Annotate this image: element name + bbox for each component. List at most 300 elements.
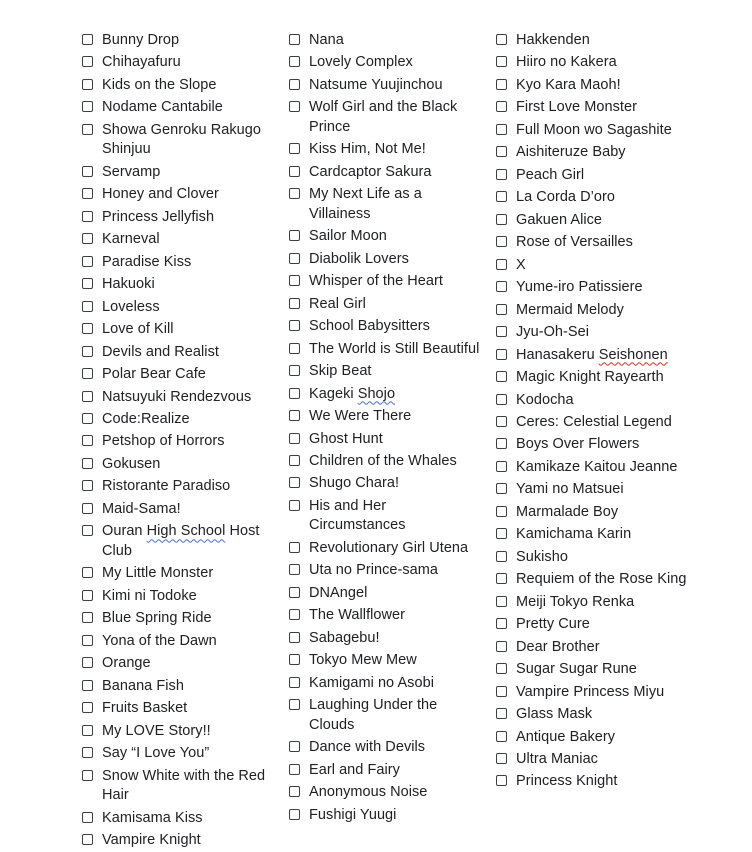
checkbox[interactable]	[496, 79, 507, 90]
checklist-item	[82, 631, 282, 652]
checkbox[interactable]	[82, 635, 93, 646]
checklist-item	[289, 339, 489, 360]
checkbox[interactable]	[289, 320, 300, 331]
checklist-item	[82, 364, 282, 385]
checklist-item-label: Nodame Cantabile	[102, 99, 223, 116]
checklist-item-label: La Corda D’oro	[516, 189, 616, 206]
checklist-item-label: Ceres: Celestial Legend	[516, 413, 672, 430]
checklist-item-label: Kids on the Slope	[102, 76, 217, 93]
checkbox[interactable]	[496, 259, 507, 270]
checklist-item-label: Meiji Tokyo Renka	[516, 593, 635, 610]
checkbox[interactable]	[496, 191, 507, 202]
checklist-column-3	[496, 30, 696, 794]
checklist-item	[82, 808, 282, 829]
checklist-item-label: Kyo Kara Maoh!	[516, 76, 621, 93]
checkbox[interactable]	[82, 368, 93, 379]
checklist-item	[496, 502, 696, 523]
checklist-item-label: Love of Kill	[102, 321, 174, 338]
checklist-item-label: Laughing Under the Clouds	[309, 697, 438, 733]
checklist-item	[82, 454, 282, 475]
checklist-item	[82, 120, 282, 160]
checkbox[interactable]	[289, 298, 300, 309]
checklist-item	[289, 271, 489, 292]
checklist-item	[289, 384, 489, 405]
checklist-item-label: School Babysitters	[309, 318, 430, 335]
checklist-item	[289, 184, 489, 224]
checkbox[interactable]	[496, 214, 507, 225]
checkbox[interactable]	[496, 461, 507, 472]
checkbox[interactable]	[82, 725, 93, 736]
checklist-item-label: Ristorante Paradiso	[102, 478, 231, 495]
checkbox[interactable]	[496, 169, 507, 180]
checkbox[interactable]	[496, 416, 507, 427]
checkbox[interactable]	[82, 834, 93, 845]
checklist-item-label: Marmalade Boy	[516, 503, 619, 520]
checklist-item-label: Tokyo Mew Mew	[309, 652, 417, 669]
checkbox[interactable]	[289, 632, 300, 643]
checklist-item-label: Fushigi Yuugi	[309, 806, 397, 823]
checklist-item-label: Gokusen	[102, 455, 161, 472]
checklist-item-label: Cardcaptor Sakura	[309, 163, 432, 180]
checklist-item	[82, 30, 282, 51]
checklist-item	[496, 457, 696, 478]
checkbox[interactable]	[496, 146, 507, 157]
checkbox[interactable]	[82, 812, 93, 823]
checkbox[interactable]	[496, 56, 507, 67]
checklist-item-label: Sabagebu!	[309, 629, 380, 646]
checklist-item	[496, 210, 696, 231]
checklist-item-label: Yami no Matsuei	[516, 481, 624, 498]
checklist-item-label: Uta no Prince-sama	[309, 562, 439, 579]
checklist-item-label: Sailor Moon	[309, 228, 387, 245]
checklist-item	[496, 479, 696, 500]
checkbox[interactable]	[289, 343, 300, 354]
checklist-item	[82, 653, 282, 674]
checklist-item-label: Gakuen Alice	[516, 211, 603, 228]
checklist-item	[82, 721, 282, 742]
checklist-item	[496, 412, 696, 433]
checkbox[interactable]	[82, 702, 93, 713]
checkbox[interactable]	[82, 770, 93, 781]
checklist-item-label: Princess Jellyfish	[102, 208, 215, 225]
checklist-item-label: Hakkenden	[516, 32, 590, 48]
checklist-item-label: Vampire Princess Miyu	[516, 683, 665, 700]
checklist-item-label: Servamp	[102, 163, 161, 180]
checklist-item-label: Requiem of the Rose King	[516, 571, 687, 588]
checklist-item-label: Jyu-Oh-Sei	[516, 324, 590, 341]
checklist-column-1	[82, 30, 282, 852]
checklist-item	[289, 760, 489, 781]
checklist-item	[496, 659, 696, 680]
checklist-item	[82, 521, 282, 561]
checklist-item-label: We Were There	[309, 408, 412, 425]
checklist-item	[289, 628, 489, 649]
checklist-item	[496, 97, 696, 118]
checklist-item-label: Revolutionary Girl Utena	[309, 539, 469, 556]
checkbox[interactable]	[289, 764, 300, 775]
checkbox[interactable]	[82, 458, 93, 469]
checkbox[interactable]	[82, 56, 93, 67]
checkbox[interactable]	[289, 741, 300, 752]
checklist-item-label: Sukisho	[516, 548, 568, 565]
checkbox[interactable]	[496, 686, 507, 697]
checklist-item-label: Yume-iro Patissiere	[516, 279, 643, 296]
checklist-item	[496, 300, 696, 321]
checklist-item-label: His and Her Circumstances	[309, 497, 406, 534]
checkbox[interactable]	[82, 391, 93, 402]
checklist-item-label: Petshop of Horrors	[102, 433, 225, 450]
checkbox[interactable]	[496, 281, 507, 292]
checklist-item	[496, 771, 696, 792]
checkbox[interactable]	[82, 34, 93, 45]
checkbox[interactable]	[496, 394, 507, 405]
checkbox[interactable]	[289, 609, 300, 620]
checklist-item	[82, 431, 282, 452]
checklist-item-label: Mermaid Melody	[516, 301, 624, 318]
checklist-item	[496, 682, 696, 703]
checkbox[interactable]	[82, 503, 93, 514]
checklist-item-label: My LOVE Story!!	[102, 722, 211, 739]
checkbox[interactable]	[82, 480, 93, 491]
checkbox[interactable]	[289, 79, 300, 90]
checklist-item	[289, 805, 489, 826]
checklist-item	[289, 605, 489, 626]
checklist-item	[289, 249, 489, 270]
checkbox[interactable]	[82, 413, 93, 424]
checklist-item	[289, 650, 489, 671]
checklist-item	[289, 162, 489, 183]
checklist-item	[82, 409, 282, 430]
checkbox[interactable]	[289, 188, 300, 199]
checklist-item	[289, 451, 489, 472]
checklist-item	[496, 704, 696, 725]
checkbox[interactable]	[82, 435, 93, 446]
checklist-item-label: Real Girl	[309, 295, 366, 312]
checkbox[interactable]	[82, 567, 93, 578]
checklist-item-label: Kamigami no Asobi	[309, 674, 434, 691]
checklist-item-label: Diabolik Lovers	[309, 250, 409, 267]
checklist-item	[496, 592, 696, 613]
checkbox[interactable]	[289, 253, 300, 264]
checkbox[interactable]	[289, 230, 300, 241]
checkbox[interactable]	[289, 542, 300, 553]
checklist-item	[496, 614, 696, 635]
checkbox[interactable]	[496, 753, 507, 764]
checklist-item-label: Banana Fish	[102, 677, 184, 694]
checklist-item	[496, 434, 696, 455]
checkbox[interactable]	[289, 433, 300, 444]
checklist-item-label: Maid-Sama!	[102, 500, 181, 517]
checklist-item	[289, 673, 489, 694]
checklist-item-label: My Little Monster	[102, 565, 214, 582]
checklist-item-label: Hiiro no Kakera	[516, 54, 617, 71]
checklist-item-label: Orange	[102, 655, 151, 672]
checklist-item	[82, 586, 282, 607]
checkbox[interactable]	[82, 747, 93, 758]
checkbox[interactable]	[82, 323, 93, 334]
checkbox[interactable]	[289, 564, 300, 575]
checklist-item	[496, 524, 696, 545]
checkbox[interactable]	[496, 663, 507, 674]
checklist-item	[289, 97, 489, 137]
checklist-item-label: Rose of Versailles	[516, 234, 633, 251]
checklist-item-label: Children of the Whales	[309, 452, 457, 469]
checklist-item	[289, 316, 489, 337]
checklist-item-label: Vampire Knight	[102, 831, 201, 848]
checklist-item-label: Polar Bear Cafe	[102, 366, 206, 383]
checkbox[interactable]	[82, 233, 93, 244]
checklist-item	[496, 255, 696, 276]
checklist-item-label: Hanasakeru Seishonen	[516, 346, 668, 363]
checkbox[interactable]	[496, 236, 507, 247]
checkbox[interactable]	[82, 278, 93, 289]
checklist-item	[289, 361, 489, 382]
checklist-item	[289, 52, 489, 73]
checklist-item-label: Dear Brother	[516, 638, 600, 655]
checklist-item	[496, 547, 696, 568]
checklist-item-label: Say “I Love You”	[102, 745, 210, 762]
checklist-item	[496, 120, 696, 141]
checklist-item-label: Full Moon wo Sagashite	[516, 121, 672, 138]
checklist-item	[496, 322, 696, 343]
checklist-item-label: Pretty Cure	[516, 616, 590, 633]
checkbox[interactable]	[496, 641, 507, 652]
checkbox[interactable]	[289, 365, 300, 376]
checklist-item-label: First Love Monster	[516, 99, 637, 116]
checklist-item	[82, 162, 282, 183]
checkbox[interactable]	[82, 211, 93, 222]
checklist-item	[82, 499, 282, 520]
checklist-item-label: Chihayafuru	[102, 54, 181, 71]
checklist-item-label: Dance with Devils	[309, 739, 426, 756]
checklist-item-label: Paradise Kiss	[102, 253, 192, 270]
checklist-item	[289, 782, 489, 803]
checklist-item	[82, 476, 282, 497]
checklist-item-label: Devils and Realist	[102, 343, 219, 360]
checklist-item-label: My Next Life as a Villainess	[309, 186, 422, 222]
checkbox[interactable]	[496, 551, 507, 562]
checklist-item	[496, 277, 696, 298]
checkbox[interactable]	[289, 166, 300, 177]
checklist-item-label: The World is Still Beautiful	[309, 340, 480, 357]
checkbox[interactable]	[496, 349, 507, 360]
checklist-item-label: Kodocha	[516, 391, 574, 408]
checklist-item	[496, 749, 696, 770]
checkbox[interactable]	[289, 34, 300, 45]
checklist-item-label: Natsuyuki Rendezvous	[102, 388, 252, 405]
checkbox[interactable]	[82, 124, 93, 135]
checklist-item-label: Yona of the Dawn	[102, 632, 217, 649]
checklist-item	[289, 30, 489, 51]
checklist-item	[82, 252, 282, 273]
checklist-item	[289, 737, 489, 758]
checklist-item	[82, 52, 282, 73]
checkbox[interactable]	[496, 596, 507, 607]
checklist-item	[289, 294, 489, 315]
checklist-item-label: The Wallflower	[309, 607, 406, 624]
checklist-item	[82, 743, 282, 764]
checklist-item-label: Wolf Girl and the Black Prince	[309, 99, 458, 135]
checkbox[interactable]	[82, 680, 93, 691]
checkbox[interactable]	[496, 731, 507, 742]
checklist-item	[289, 473, 489, 494]
checklist-item-label: Kageki Shojo	[309, 385, 396, 402]
checklist-item	[496, 232, 696, 253]
checkbox[interactable]	[82, 256, 93, 267]
checkbox[interactable]	[289, 56, 300, 67]
checklist-item	[82, 766, 282, 806]
checklist-item	[496, 142, 696, 163]
checklist-item-label: Kimi ni Todoke	[102, 587, 197, 604]
checklist-item-label: Hakuoki	[102, 276, 155, 293]
checklist-item	[496, 727, 696, 748]
checklist-item-label: Karneval	[102, 231, 160, 248]
checklist-item	[496, 165, 696, 186]
checkbox[interactable]	[289, 677, 300, 688]
checklist-item	[289, 226, 489, 247]
checklist-item	[289, 583, 489, 604]
checklist-item-label: Fruits Basket	[102, 700, 188, 717]
checklist-item-label: Boys Over Flowers	[516, 436, 640, 453]
checklist-item	[82, 608, 282, 629]
checkbox[interactable]	[496, 618, 507, 629]
checklist-item-label: Kamisama Kiss	[102, 809, 203, 826]
checklist-item	[82, 297, 282, 318]
checklist-item-label: Aishiteruze Baby	[516, 144, 626, 161]
checkbox[interactable]	[289, 809, 300, 820]
checklist-item	[289, 538, 489, 559]
checklist-item-label: Snow White with the Red Hair	[102, 767, 266, 804]
checkbox[interactable]	[496, 371, 507, 382]
checklist-item-label: Kiss Him, Not Me!	[309, 141, 426, 158]
checklist-item-label: Kamikaze Kaitou Jeanne	[516, 458, 678, 475]
checklist-item	[82, 184, 282, 205]
checklist-item	[496, 569, 696, 590]
checklist-item-label: Princess Knight	[516, 773, 618, 790]
checklist-item-label: Magic Knight Rayearth	[516, 369, 664, 386]
checklist-item-label: Loveless	[102, 298, 160, 315]
checklist-item-label: Peach Girl	[516, 166, 585, 183]
checkbox[interactable]	[82, 525, 93, 536]
checkbox[interactable]	[289, 587, 300, 598]
checklist-item	[82, 342, 282, 363]
checklist-item	[82, 319, 282, 340]
checkbox[interactable]	[289, 410, 300, 421]
checklist-item	[496, 75, 696, 96]
checklist-item-label: Antique Bakery	[516, 728, 616, 745]
checkbox[interactable]	[496, 304, 507, 315]
checklist-item	[82, 387, 282, 408]
checklist-item	[496, 345, 696, 366]
checkbox[interactable]	[289, 654, 300, 665]
checklist-item-label: Ghost Hunt	[309, 430, 383, 447]
checkbox[interactable]	[496, 775, 507, 786]
checklist-item	[496, 390, 696, 411]
checklist-item	[82, 274, 282, 295]
checklist-item	[82, 563, 282, 584]
checklist-item-label: Blue Spring Ride	[102, 610, 212, 627]
checklist-item-label: X	[516, 256, 526, 273]
checkbox[interactable]	[496, 326, 507, 337]
checkbox[interactable]	[289, 275, 300, 286]
checkbox[interactable]	[82, 657, 93, 668]
checklist-item	[496, 637, 696, 658]
checklist-item	[82, 75, 282, 96]
checklist-item-label: Lovely Complex	[309, 54, 413, 71]
checklist-item	[289, 139, 489, 160]
checkbox[interactable]	[82, 346, 93, 357]
checklist-item	[289, 496, 489, 536]
checklist-item-label: Nana	[309, 32, 344, 48]
checklist-item-label: Sugar Sugar Rune	[516, 661, 637, 678]
checkbox[interactable]	[289, 786, 300, 797]
checkbox[interactable]	[496, 483, 507, 494]
checkbox[interactable]	[289, 143, 300, 154]
checklist-item-label: DNAngel	[309, 584, 368, 601]
checkbox[interactable]	[496, 573, 507, 584]
checklist-item-label: Whisper of the Heart	[309, 273, 443, 290]
checkbox[interactable]	[82, 301, 93, 312]
checklist-item	[82, 97, 282, 118]
checklist-item-label: Anonymous Noise	[309, 784, 428, 801]
checklist-item	[82, 830, 282, 851]
checkbox[interactable]	[496, 506, 507, 517]
checklist-item	[289, 406, 489, 427]
checklist-item	[82, 229, 282, 250]
checklist-item	[289, 429, 489, 450]
checkbox[interactable]	[289, 477, 300, 488]
checkbox[interactable]	[82, 101, 93, 112]
checkbox[interactable]	[496, 438, 507, 449]
checkbox[interactable]	[82, 612, 93, 623]
checkbox[interactable]	[289, 388, 300, 399]
checkbox[interactable]	[496, 101, 507, 112]
checklist-column-2	[289, 30, 489, 827]
checkbox[interactable]	[82, 79, 93, 90]
checklist-item-label: Showa Genroku Rakugo Shinjuu	[102, 121, 261, 158]
checklist-item	[496, 367, 696, 388]
checklist-item-label: Ultra Maniac	[516, 751, 598, 767]
checklist-item	[496, 30, 696, 51]
checklist-item	[289, 560, 489, 581]
checklist-item	[289, 695, 489, 735]
checklist-item	[82, 698, 282, 719]
checkbox[interactable]	[496, 528, 507, 539]
checkbox[interactable]	[496, 124, 507, 135]
checklist-item	[496, 187, 696, 208]
checkbox[interactable]	[82, 166, 93, 177]
checklist-item-label: Skip Beat	[309, 363, 372, 380]
checklist-item-label: Shugo Chara!	[309, 475, 400, 492]
checkbox[interactable]	[289, 500, 300, 511]
checklist-item-label: Code:Realize	[102, 411, 190, 427]
checkbox[interactable]	[289, 455, 300, 466]
checklist-item	[82, 207, 282, 228]
checklist-item	[82, 676, 282, 697]
checkbox[interactable]	[496, 34, 507, 45]
checklist-item-label: Bunny Drop	[102, 32, 180, 48]
checklist-item-label: Honey and Clover	[102, 186, 219, 203]
checklist-item-label: Natsume Yuujinchou	[309, 76, 443, 93]
checklist-item-label: Glass Mask	[516, 706, 593, 723]
checkbox[interactable]	[289, 101, 300, 112]
checkbox[interactable]	[82, 188, 93, 199]
checklist-item	[289, 75, 489, 96]
checkbox[interactable]	[82, 590, 93, 601]
checklist-item-label: Ouran High School Host Club	[102, 523, 260, 559]
checkbox[interactable]	[289, 699, 300, 710]
checkbox[interactable]	[496, 708, 507, 719]
